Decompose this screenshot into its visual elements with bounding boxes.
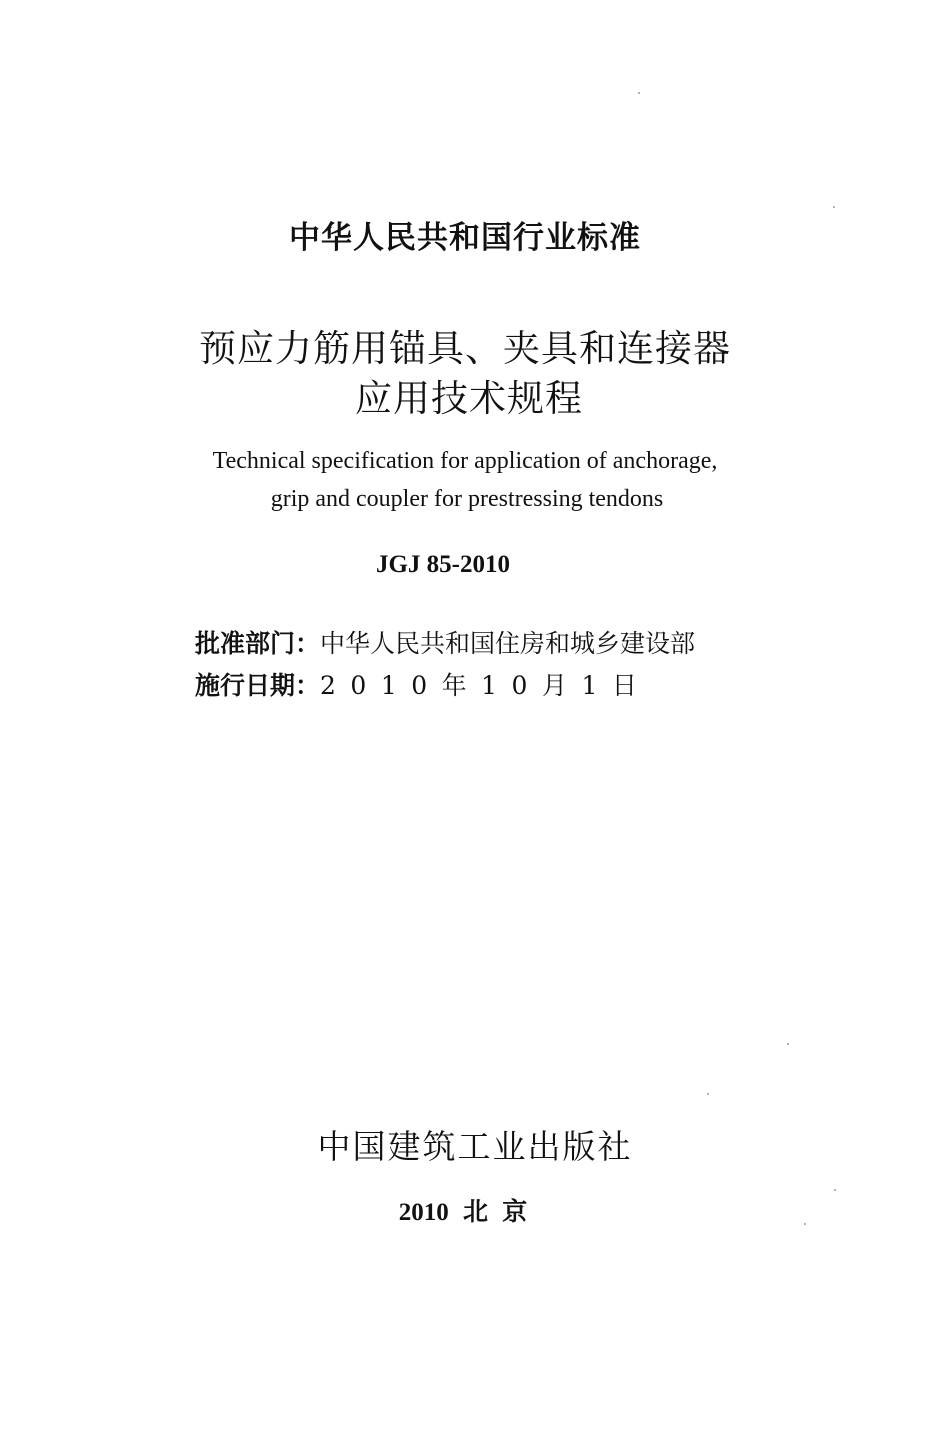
effective-date [195, 666, 815, 702]
scan-speck [834, 1189, 836, 1191]
scan-speck [833, 206, 835, 208]
standard-category: 中华人民共和国行业标准 [289, 220, 641, 256]
title-english-line-2: grip and coupler for prestressing tendons [270, 486, 664, 512]
scan-speck [638, 92, 640, 94]
scan-speck [804, 1223, 806, 1225]
effective-value: 2010年10月1日 [320, 671, 652, 700]
effective-label: 施行日期： [195, 671, 321, 700]
approval-value: 中华人民共和国住房和城乡建设部 [320, 629, 696, 658]
standard-code: JGJ 85-2010 [375, 551, 511, 578]
title-chinese-line-1: 预应力筋用锚具、夹具和连接器 [199, 327, 731, 370]
title-chinese-line-2: 应用技术规程 [355, 377, 583, 420]
approval-label: 批准部门： [195, 629, 321, 658]
title-english-line-1: Technical specification for application of anchorage, [212, 448, 718, 474]
publisher-name: 中国建筑工业出版社 [317, 1127, 633, 1166]
publication-year-place: 2010 北 京 [398, 1199, 528, 1226]
scan-speck [707, 1093, 709, 1095]
scan-speck [787, 1043, 789, 1045]
approval-department [195, 624, 815, 660]
